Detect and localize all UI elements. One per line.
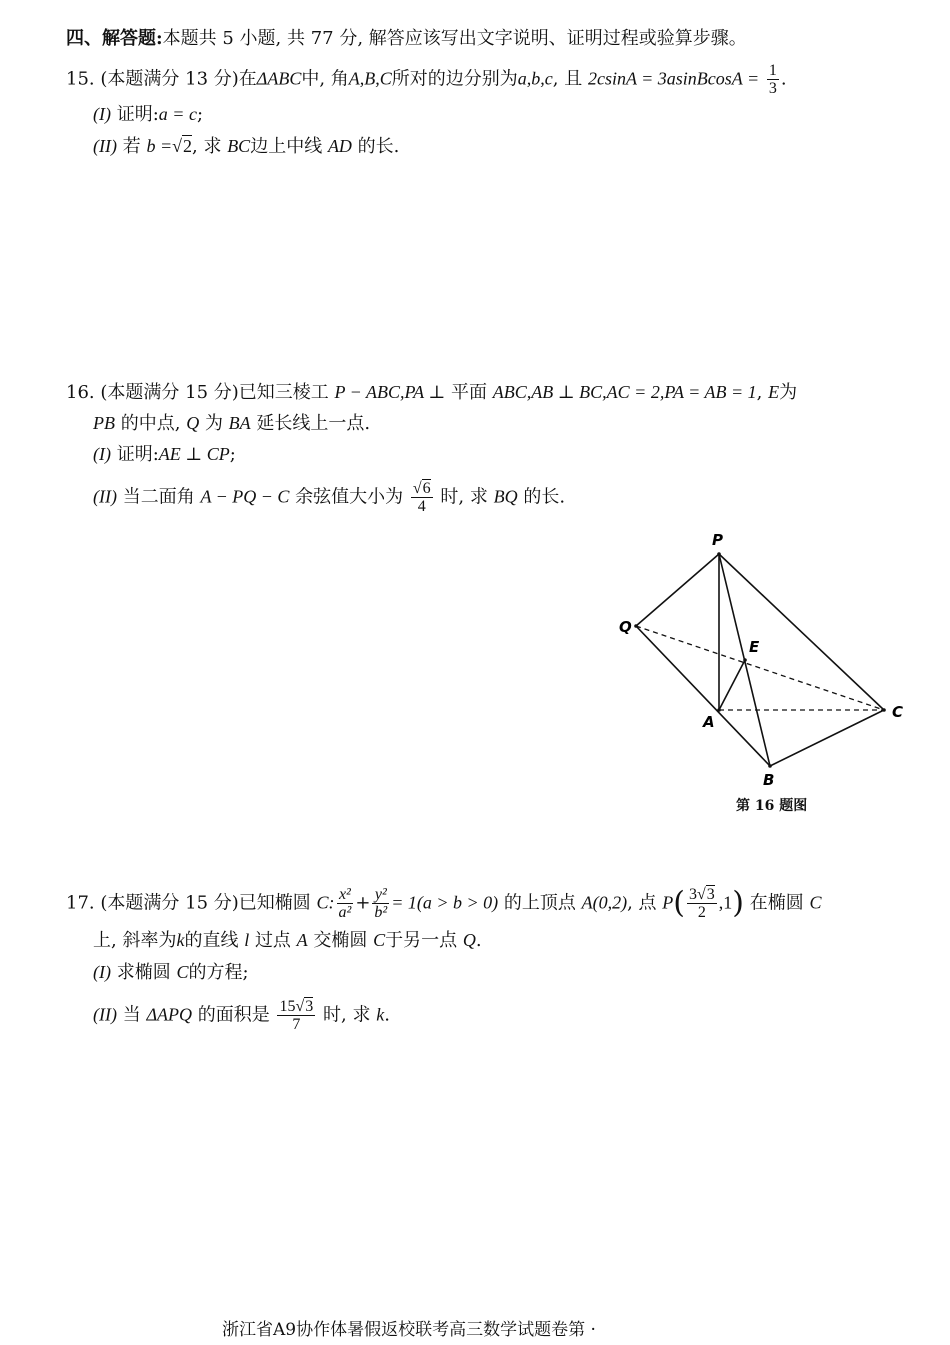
q16-math: A − PQ − C (200, 486, 290, 507)
radicand: 3 (305, 998, 314, 1015)
fraction-numerator (277, 998, 315, 1016)
q17-text: 当 (122, 1004, 141, 1026)
edge-AE (719, 660, 745, 710)
q15-equation: 2csinA = 3asinBcosA = (587, 68, 760, 89)
q17-text: 于另一点 (385, 930, 458, 951)
q17-text: 的面积是 (197, 1004, 270, 1026)
q17-text: . (384, 1004, 390, 1026)
q15-math: ΔABC (256, 68, 302, 89)
vertex-C (882, 708, 886, 712)
fraction-numerator (687, 886, 717, 904)
vertex-Q (634, 624, 638, 628)
sqrt-sign: √ (412, 480, 422, 497)
label-Q: Q (619, 618, 632, 636)
q17-part1 (93, 959, 249, 986)
q15-math: a,b,c (517, 68, 553, 89)
edge-PQ (636, 554, 719, 626)
q17-math: k (376, 1004, 385, 1025)
edge-BC (770, 710, 884, 766)
q15-text: . (780, 68, 787, 90)
q15-text: 的长. (357, 136, 400, 157)
q17-number: 17. (66, 892, 95, 914)
q16-fraction (411, 480, 433, 515)
q15-text: 在 (238, 68, 257, 90)
label-B: B (763, 771, 775, 789)
q15-part2 (93, 133, 399, 160)
q16-text: 延长线上一点. (256, 413, 371, 434)
q17-stem (66, 886, 821, 921)
q15-text: 若 (122, 136, 141, 157)
q16-math: PB (93, 413, 115, 433)
q16-math: BA (228, 413, 251, 433)
radicand: 3 (706, 886, 715, 903)
label-E: E (749, 638, 760, 656)
figure-caption: 第 16 题图 (736, 798, 808, 814)
q17-text: . (475, 930, 482, 951)
q16-part2 (93, 480, 565, 515)
part-label: (I) (93, 444, 111, 464)
q15-text: 中, 角 (301, 68, 349, 90)
q17-math: A(0,2) (581, 892, 628, 913)
q16-number: 16. (66, 382, 95, 403)
q15-math: BC (227, 136, 251, 156)
q16-text: 已知三棱工 (238, 382, 329, 403)
q15-math: a = c (158, 104, 197, 124)
q17-math: A (296, 930, 308, 950)
q16-text: 余弦值大小为 (295, 486, 404, 508)
q15-text: 边上中线 (250, 136, 323, 157)
sqrt-sign: 15√ (279, 998, 305, 1015)
fraction-numerator: y² (372, 886, 389, 904)
q17-fraction-y (372, 886, 389, 921)
q16-text: 的长. (523, 486, 566, 508)
q15-math: b = (146, 136, 173, 156)
q15-text: 证明: (116, 104, 159, 125)
q17-text: 已知椭圆 (238, 892, 311, 914)
vertex-A (717, 708, 721, 712)
q15-fraction (767, 62, 779, 97)
label-C: C (892, 703, 904, 721)
q16-math: E (768, 382, 780, 402)
q17-fraction-area (277, 998, 315, 1033)
q17-math: C (373, 930, 386, 950)
q16-text: 当二面角 (122, 486, 195, 508)
q15-math: A,B,C (348, 68, 392, 89)
part-label: (II) (93, 1004, 117, 1025)
section-header (66, 26, 747, 52)
q16-stem (66, 379, 797, 406)
section-desc: 本题共 5 小题, 共 77 分, 解答应该写出文字说明、证明过程或验算步骤。 (162, 28, 747, 49)
fraction-denominator: 2 (697, 904, 706, 921)
q16-text: , (756, 382, 763, 403)
q17-math: k (176, 930, 185, 950)
q17-stem-line2 (93, 927, 482, 954)
fraction-denominator: 7 (292, 1016, 301, 1033)
label-A: A (703, 713, 715, 731)
q16-text: 为 (204, 413, 223, 434)
fraction-denominator: b² (374, 904, 388, 921)
q15-score: (本题满分 13 分) (100, 68, 239, 90)
fraction-denominator: a² (338, 904, 352, 921)
q16-part1 (93, 441, 236, 468)
q17-text: 的上顶点 (503, 892, 576, 914)
q17-math: = 1(a > b > 0) (391, 892, 499, 913)
q16-text: 时, 求 (440, 486, 488, 508)
radicand: 6 (422, 480, 431, 497)
q17-text: 过点 (254, 930, 291, 951)
vertex-P (717, 552, 721, 556)
sqrt-sign: √ (172, 136, 182, 156)
q17-math: P (662, 892, 674, 913)
q16-math: ABC,AB ⊥ BC,AC = 2,PA = AB = 1 (492, 382, 757, 402)
q17-text: 上, 斜率为 (93, 930, 177, 951)
fraction-denominator: 3 (768, 80, 777, 97)
fraction-denominator: 4 (417, 498, 426, 515)
q15-part1 (93, 101, 203, 128)
q16-math: Q (186, 413, 200, 433)
q17-text: 求椭圆 (116, 962, 171, 983)
q15-math: AD (327, 136, 352, 156)
q17-text: 在椭圆 (749, 892, 804, 914)
page-footer: 浙江省A9协作体暑假返校联考高三数学试题卷第 · (222, 1320, 596, 1340)
q17-text: 的方程; (188, 962, 249, 983)
fraction-numerator (411, 480, 433, 498)
radicand: 2 (183, 136, 192, 156)
q17-math: + (355, 892, 371, 914)
part-label: (I) (93, 104, 111, 124)
q15-text: , 求 (192, 136, 222, 157)
sqrt-sign: 3√ (689, 886, 706, 903)
right-paren: ) (732, 885, 744, 921)
q17-math: C: (316, 892, 335, 913)
q17-math: ΔAPQ (146, 1004, 193, 1025)
q17-math: Q (462, 930, 476, 950)
q16-math: AE ⊥ CP (158, 444, 230, 464)
q17-part2 (93, 998, 390, 1033)
q16-figure (600, 525, 920, 795)
q17-fraction-x (337, 886, 354, 921)
vertex-B (768, 764, 772, 768)
q15-stem (66, 62, 787, 97)
q15-number: 15. (66, 68, 95, 90)
q16-text: 平面 (451, 382, 488, 403)
q17-math: C (809, 892, 822, 913)
q17-text: 时, 求 (323, 1004, 371, 1026)
edge-PC (719, 554, 884, 710)
q15-text: , 且 (552, 68, 583, 90)
q17-text: , 点 (627, 892, 657, 914)
q17-text: 交椭圆 (313, 930, 368, 951)
label-P: P (712, 531, 723, 549)
q16-text: 的中点, (120, 413, 181, 434)
section-label: 四、解答题: (66, 28, 163, 49)
q16-stem-line2 (93, 410, 370, 437)
fraction-numerator: x² (337, 886, 354, 904)
part-label: (II) (93, 486, 117, 507)
left-paren: ( (673, 885, 685, 921)
q16-score: (本题满分 15 分) (100, 382, 239, 403)
q17-score: (本题满分 15 分) (100, 892, 239, 914)
q16-math: P − ABC,PA ⊥ (334, 382, 446, 402)
q15-text: ; (196, 104, 204, 125)
q17-math: C (176, 962, 189, 982)
part-label: (I) (93, 962, 111, 982)
fraction-numerator: 1 (768, 62, 777, 79)
q17-math: ,1 (718, 892, 733, 913)
q16-text: 证明: (116, 444, 159, 465)
vertex-E (743, 658, 747, 662)
q17-text: 的直线 (184, 930, 239, 951)
edge-QC-dashed (636, 626, 884, 710)
q17-fraction-p (687, 886, 717, 921)
part-label: (II) (93, 136, 117, 156)
q15-text: 所对的边分别为 (391, 68, 518, 90)
q17-math: l (244, 930, 250, 950)
q16-text: 为 (779, 382, 798, 403)
q16-math: BQ (493, 486, 518, 507)
q16-text: ; (229, 444, 236, 465)
